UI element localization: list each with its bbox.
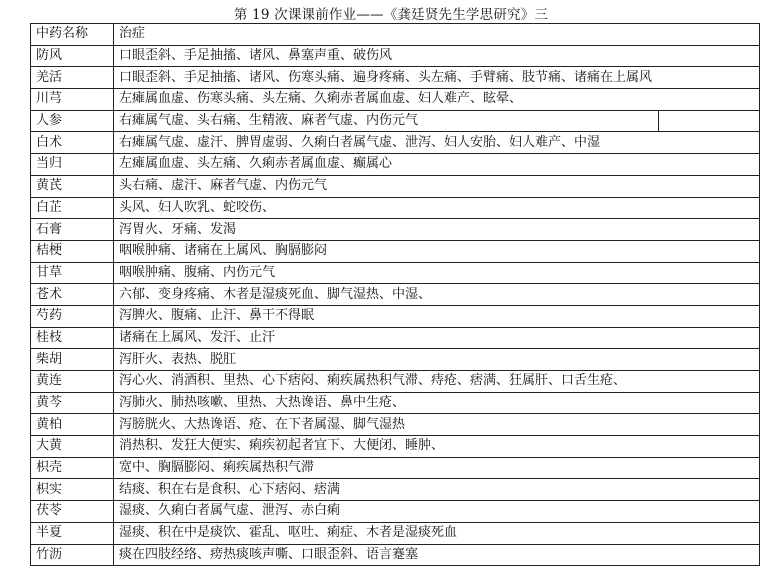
herb-name-cell: 甘草: [31, 262, 114, 284]
table-row: [31, 479, 760, 501]
indications-cell: 消热积、发狂大便实、痢疾初起者宜下、大便闭、睡肿、: [114, 436, 760, 458]
indications-cell: 诸痛在上属风、发汗、止汗: [114, 327, 760, 349]
herb-name-cell: 芍药: [31, 305, 114, 327]
table-row: [31, 197, 760, 219]
herb-name-cell: 半夏: [31, 522, 114, 544]
herb-name-cell: 黄芩: [31, 392, 114, 414]
indications-cell: 左瘫属血虚、伤寒头痛、头左痛、久痢赤者属血虚、妇人难产、眩晕、: [114, 89, 760, 111]
herb-name-cell: 当归: [31, 154, 114, 176]
indications-cell: 泻肺火、肺热咳嗽、里热、大热谗语、鼻中生疮、: [114, 392, 760, 414]
table-row: [31, 436, 760, 458]
table-row: [31, 544, 760, 566]
indications-cell: 宽中、胸膈膨闷、痢疾属热积气滞: [114, 457, 760, 479]
herb-name-cell: 黄柏: [31, 414, 114, 436]
header-herb-name: 中药名称: [31, 24, 114, 46]
table-header-row: [31, 24, 760, 46]
indications-cell: 头风、妇人吹乳、蛇咬伤、: [114, 197, 760, 219]
table-row: [31, 154, 760, 176]
table-row: [31, 327, 760, 349]
herb-name-cell: 枳实: [31, 479, 114, 501]
herb-name-cell: 白术: [31, 132, 114, 154]
herb-name-cell: 人参: [31, 110, 114, 132]
table-row: [31, 284, 760, 306]
table-body: [31, 45, 760, 566]
table-row: [31, 240, 760, 262]
table-row: [31, 67, 760, 89]
indications-cell: 结痰、积在右是食积、心下痞闷、痞满: [114, 479, 760, 501]
indications-cell: 头右痛、虚汗、麻者气虚、内伤元气: [114, 175, 760, 197]
table-row: [31, 110, 760, 132]
herb-name-cell: 防风: [31, 45, 114, 67]
table-row: [31, 371, 760, 393]
table-row: [31, 522, 760, 544]
indications-cell: 左瘫属血虚、头左痛、久痢赤者属血虚、癫属心: [114, 154, 760, 176]
indications-cell: 泻脾火、腹痛、止汗、鼻干不得眠: [114, 305, 760, 327]
table-row: [31, 219, 760, 241]
herb-name-cell: 大黄: [31, 436, 114, 458]
indications-cell: 六郁、变身疼痛、木者是湿痰死血、脚气湿热、中湿、: [114, 284, 760, 306]
indications-cell: 右瘫属气虚、虚汗、脾胃虚弱、久痢白者属气虚、泄泻、妇人安胎、妇人难产、中湿: [114, 132, 760, 154]
indications-cell: 泻膀胱火、大热谗语、疮、在下者属湿、脚气湿热: [114, 414, 760, 436]
indications-cell: 泻胃火、牙痛、发渴: [114, 219, 760, 241]
table-row: [31, 305, 760, 327]
indications-cell: 泻心火、消酒积、里热、心下痞闷、痢疾属热积气滞、痔疮、痞满、狂属肝、口舌生疮、: [114, 371, 760, 393]
table-row: [31, 175, 760, 197]
herb-table: [30, 23, 760, 566]
herb-name-cell: 白芷: [31, 197, 114, 219]
herb-name-cell: 茯苓: [31, 501, 114, 523]
herb-name-cell: 石膏: [31, 219, 114, 241]
document-title: 第 19 次课课前作业——《龚廷贤先生学思研究》三: [233, 7, 549, 23]
table-row: [31, 457, 760, 479]
table-row: [31, 392, 760, 414]
table-row: [31, 349, 760, 371]
herb-name-cell: 竹沥: [31, 544, 114, 566]
indications-cell: 口眼歪斜、手足抽搐、诸风、伤寒头痛、遍身疼痛、头左痛、手臂痛、肢节痛、诸痛在上属风: [114, 67, 760, 89]
table-row: [31, 414, 760, 436]
herb-name-cell: 羌活: [31, 67, 114, 89]
herb-name-cell: 桂枝: [31, 327, 114, 349]
herb-name-cell: 枳壳: [31, 457, 114, 479]
indications-cell: 湿痰、积在中是痰饮、霍乱、呕吐、痢症、木者是湿痰死血: [114, 522, 760, 544]
table-row: [31, 501, 760, 523]
indications-cell: 口眼歪斜、手足抽搐、诸风、鼻塞声重、破伤风: [114, 45, 760, 67]
table-row: [31, 132, 760, 154]
herb-name-cell: 柴胡: [31, 349, 114, 371]
indications-cell: 泻肝火、表热、脱肛: [114, 349, 760, 371]
herb-name-cell: 川芎: [31, 89, 114, 111]
indications-cell: 咽喉肿痛、腹痛、内伤元气: [114, 262, 760, 284]
herb-name-cell: 桔梗: [31, 240, 114, 262]
herb-name-cell: 黄芪: [31, 175, 114, 197]
indications-cell: 右瘫属气虚、头右痛、生精液、麻者气虚、内伤元气: [114, 110, 760, 132]
indications-cell: 咽喉肿痛、诸痛在上属风、胸膈膨闷: [114, 240, 760, 262]
herb-name-cell: 黄连: [31, 371, 114, 393]
table-row: [31, 262, 760, 284]
table-row: [31, 45, 760, 67]
indications-cell: 湿痰、久痢白者属气虚、泄泻、赤白痢: [114, 501, 760, 523]
herb-name-cell: 苍术: [31, 284, 114, 306]
table-row: [31, 89, 760, 111]
indications-cell: 痰在四肢经络、痨热痰咳声嘶、口眼歪斜、语言蹇塞: [114, 544, 760, 566]
header-indications: 治症: [114, 24, 760, 46]
